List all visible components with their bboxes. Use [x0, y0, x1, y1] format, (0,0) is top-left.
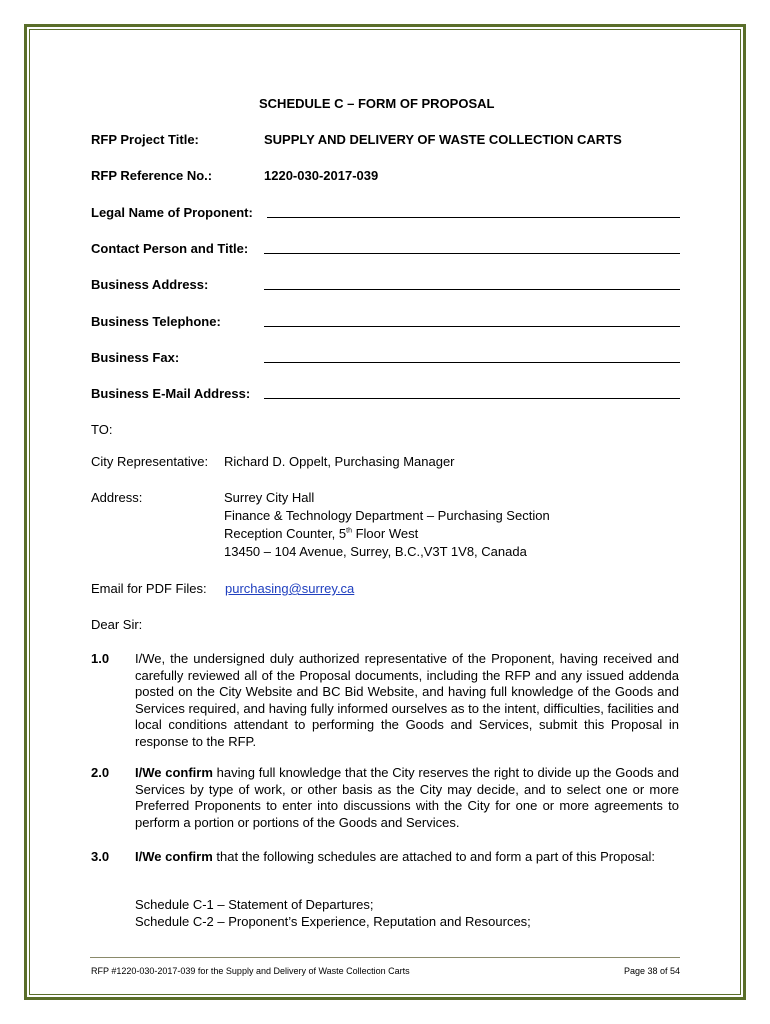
section-2-number: 2.0 — [91, 765, 110, 780]
schedule-item: Schedule C-2 – Proponent’s Experience, Reputation and Resources; — [135, 914, 531, 929]
address-block-label: Address: — [91, 490, 143, 505]
page-title: SCHEDULE C – FORM OF PROPOSAL — [259, 96, 495, 111]
footer-divider — [90, 957, 680, 958]
section-1-number: 1.0 — [91, 651, 110, 666]
address-line-3-pre: Reception Counter, 5 — [224, 526, 347, 541]
contact-field[interactable] — [264, 253, 680, 254]
section-2-lead: I/We confirm — [135, 765, 213, 780]
city-rep-value: Richard D. Oppelt, Purchasing Manager — [224, 454, 455, 469]
salutation: Dear Sir: — [91, 617, 143, 632]
pdf-email-label: Email for PDF Files: — [91, 581, 207, 596]
reference-value: 1220-030-2017-039 — [264, 168, 379, 183]
section-3-text: that the following schedules are attached to and form a part of this Proposal: — [212, 849, 656, 864]
reference-label: RFP Reference No.: — [91, 168, 213, 183]
section-2-paragraph — [135, 765, 679, 831]
section-3-number: 3.0 — [91, 849, 110, 864]
pdf-email-link[interactable]: purchasing@surrey.ca — [225, 581, 355, 596]
fax-label: Business Fax: — [91, 350, 180, 365]
fax-field[interactable] — [264, 362, 680, 363]
legal-name-label: Legal Name of Proponent: — [91, 205, 253, 220]
schedule-item: Schedule C-1 – Statement of Departures; — [135, 897, 374, 912]
address-line-4: 13450 – 104 Avenue, Surrey, B.C.,V3T 1V8, Canada — [224, 544, 527, 559]
project-title-label: RFP Project Title: — [91, 132, 199, 147]
address-line-3 — [224, 526, 418, 541]
address-label: Business Address: — [91, 277, 209, 292]
city-rep-label: City Representative: — [91, 454, 209, 469]
email-field[interactable] — [264, 398, 680, 399]
address-field[interactable] — [264, 289, 680, 290]
telephone-field[interactable] — [264, 326, 680, 327]
section-3-paragraph — [135, 849, 679, 866]
contact-label: Contact Person and Title: — [91, 241, 249, 256]
address-line-3-sup: th — [346, 527, 352, 535]
project-title-value: SUPPLY AND DELIVERY OF WASTE COLLECTION CARTS — [264, 132, 622, 147]
address-line-3-post: Floor West — [351, 526, 419, 541]
address-line-1: Surrey City Hall — [224, 490, 315, 505]
section-1-text: I/We, the undersigned duly authorized representative of the Proponent, having received and carefully reviewed all of the Proposal documents, including the RFP and any issued addenda posted on the City Website and BC Bid Website, and having full knowledge of the Goods and Services required, and having fully informed ourselves as to the intent, difficulties, facilities and local conditions attendant to performing the Goods and Services, submit this Proposal in response to the RFP. — [135, 651, 679, 749]
legal-name-field[interactable] — [267, 217, 680, 218]
telephone-label: Business Telephone: — [91, 314, 221, 329]
section-3-lead: I/We confirm — [135, 849, 213, 864]
to-label: TO: — [91, 422, 113, 437]
page-number: Page 38 of 54 — [623, 966, 680, 976]
email-label: Business E-Mail Address: — [91, 386, 251, 401]
footer-left: RFP #1220-030-2017-039 for the Supply and Delivery of Waste Collection Carts — [91, 966, 410, 976]
address-line-2: Finance & Technology Department – Purchasing Section — [224, 508, 550, 523]
section-2-text: having full knowledge that the City reserves the right to divide up the Goods and Services by type of work, or other basis as the City may decide, and to select one or more Preferred Proponents to enter into discussions with the City for one or more agreements to perform a portion or portions of the Goods and Services. — [135, 765, 679, 830]
